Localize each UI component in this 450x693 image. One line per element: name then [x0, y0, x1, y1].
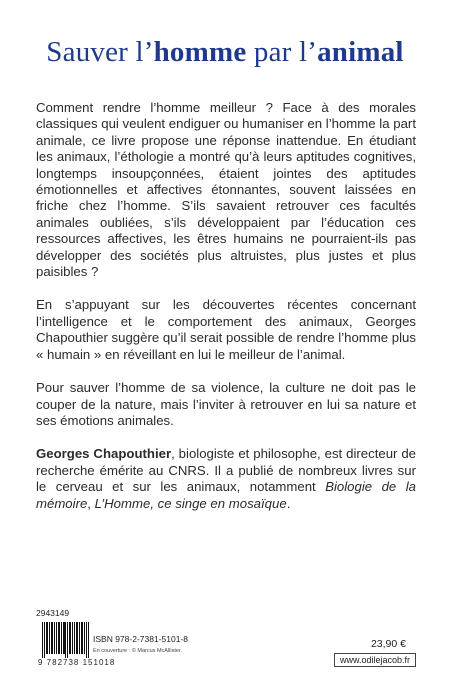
publisher-website: www.odilejacob.fr [334, 653, 416, 667]
paragraph-1: Comment rendre l’homme meilleur ? Face à des morales classiques qui veulent endiguer ou humaniser en l’homme la part animale, ce livre propose une réponse inattendue. En étudiant les animaux, l’éthologie a montré qu’à leurs aptitudes cognitives, longtemps insoupçonnées, étaient jointes des aptitudes émotionnelles et affectives étonnantes, souvent laissées en friche chez l’homme. S’ils savaient retrouver ces facultés animales oubliées, s’ils développaient par l’éducation ces ressources affectives, les êtres humains ne pourraient-ils pas développer des sociétés plus altruistes, plus justes et plus paisibles ? [36, 100, 416, 280]
book-title-2: L’Homme, ce singe en mosaïque [94, 495, 287, 511]
product-code: 2943149 [36, 608, 70, 618]
title-part-2: homme [153, 36, 247, 68]
bio-end: . [286, 495, 291, 511]
author-name: Georges Chapouthier [36, 446, 172, 462]
back-cover-text [36, 100, 416, 529]
barcode-number: 9 782738 151018 [38, 658, 116, 667]
bio-separator: , [87, 495, 95, 511]
author-bio-text: , biologiste et philosophe, est directeur de recherche émérite au CNRS. Il a publié de nombreux livres sur le cerveau et sur les animaux, notamment [36, 446, 417, 495]
title-part-1: Sauver l’ [46, 36, 154, 68]
isbn: ISBN 978-2-7381-5101-8 [93, 634, 188, 644]
book-title-1: Biologie de la mémoire [36, 479, 416, 511]
title-part-4: animal [317, 36, 404, 68]
barcode-icon [42, 622, 90, 658]
book-title [0, 36, 450, 69]
paragraph-3: Pour sauver l’homme de sa violence, la culture ne doit pas le couper de la nature, mais l’inviter à retrouver en lui sa nature et ses émotions animales. [36, 380, 416, 428]
footer [36, 608, 416, 668]
cover-credit: En couverture : © Marcus McAllister. [93, 648, 183, 654]
price: 23,90 € [370, 638, 406, 650]
title-part-3: par l’ [246, 36, 318, 68]
author-bio [36, 446, 416, 512]
paragraph-2: En s’appuyant sur les découvertes récentes concernant l’intelligence et le comportement des animaux, Georges Chapouthier suggère qu’il serait possible de rendre l’homme plus « humain » en réveillant en lui le meilleur de l’animal. [36, 297, 416, 362]
